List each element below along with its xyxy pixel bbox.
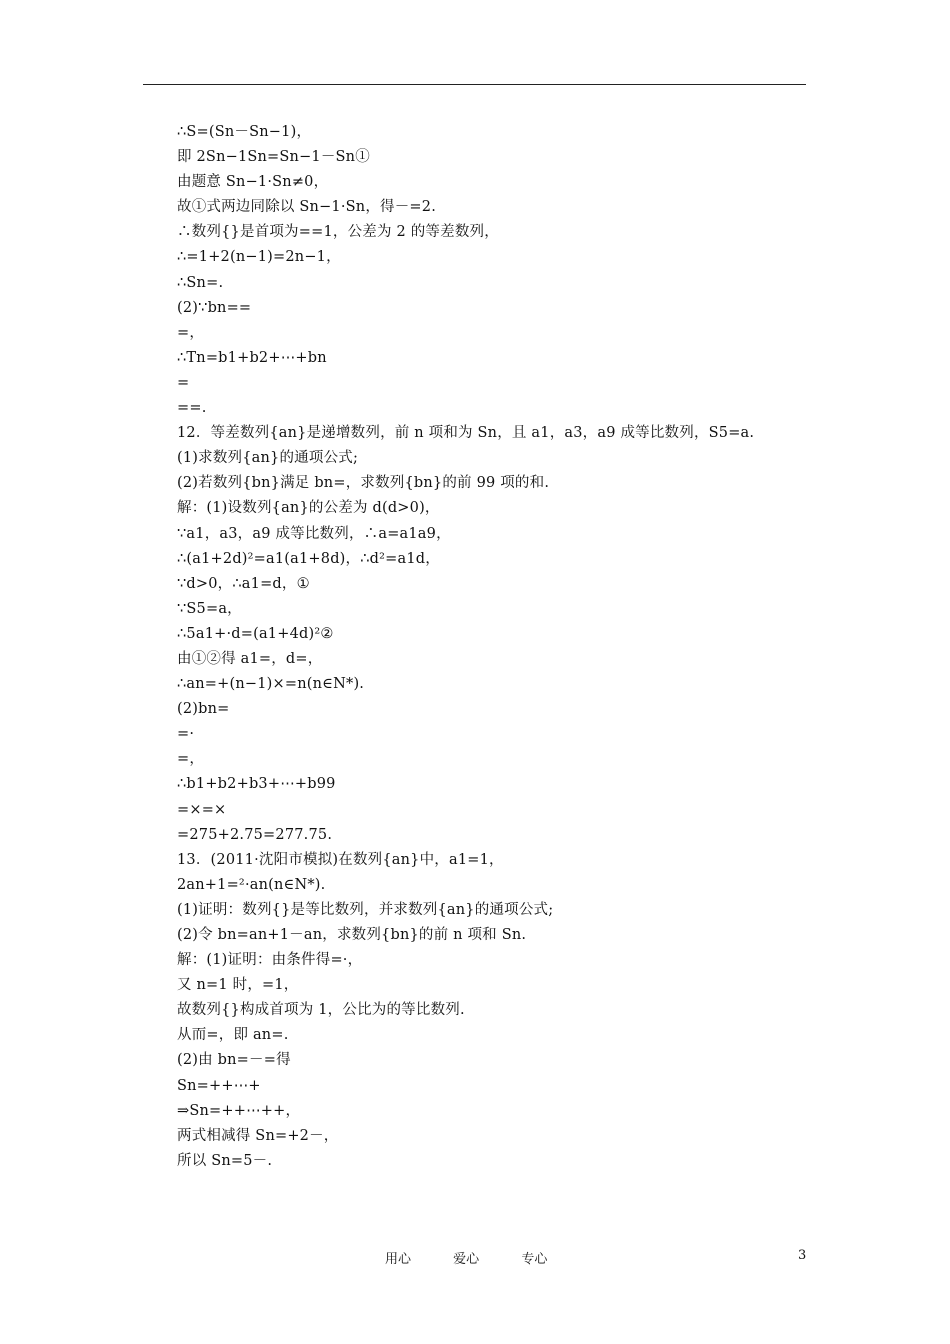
footer-motto-item: 用心: [385, 1252, 412, 1267]
footer-motto-item: 专心: [521, 1252, 548, 1267]
text-line: 故数列{}构成首项为 1，公比为的等比数列.: [177, 1002, 465, 1019]
text-line: (2)若数列{bn}满足 bn=，求数列{bn}的前 99 项的和.: [177, 475, 550, 492]
text-line: (2)由 bn=－=得: [177, 1052, 291, 1069]
header-rule: [143, 84, 806, 85]
text-line: =×=×: [177, 801, 227, 818]
text-line: 13．(2011·沈阳市模拟)在数列{an}中，a1=1，: [177, 851, 504, 868]
text-line: 两式相减得 Sn=+2－，: [177, 1127, 339, 1144]
text-line: ∴an=+(n−1)×=n(n∈N*).: [177, 676, 365, 693]
text-line: ∴Sn=.: [177, 274, 224, 291]
text-line: ∴(a1+2d)²=a1(a1+8d)，∴d²=a1d，: [177, 550, 440, 567]
text-line: =·: [177, 726, 195, 743]
text-line: 从而=，即 an=.: [177, 1027, 289, 1044]
text-line: =: [177, 374, 190, 391]
text-line: =，: [177, 751, 205, 768]
footer-motto-item: 爱心: [453, 1252, 480, 1267]
text-line: ⇒Sn=++⋯++，: [177, 1102, 301, 1119]
text-line: 由①②得 a1=，d=，: [177, 650, 323, 667]
page-footer: [0, 1248, 950, 1268]
text-line: ==.: [177, 400, 207, 417]
text-line: (1)求数列{an}的通项公式;: [177, 450, 359, 467]
text-line: (2)令 bn=an+1－an，求数列{bn}的前 n 项和 Sn.: [177, 927, 527, 943]
text-line: 故①式两边同除以 Sn−1·Sn，得－=2.: [177, 199, 437, 216]
page-number: 3: [798, 1248, 807, 1263]
text-line: ∴数列{}是首项为==1，公差为 2 的等差数列，: [177, 224, 499, 241]
text-line: ∴Tn=b1+b2+⋯+bn: [177, 349, 327, 366]
text-line: (2)bn=: [177, 701, 230, 718]
text-line: 12．等差数列{an}是递增数列，前 n 项和为 Sn，且 a1，a3，a9 成等比数列，S5=a.: [177, 425, 755, 442]
text-line: =，: [177, 324, 205, 341]
text-line: (1)证明：数列{}是等比数列，并求数列{an}的通项公式;: [177, 901, 554, 918]
text-line: ∵d>0，∴a1=d，①: [177, 575, 310, 592]
text-line: 所以 Sn=5－.: [177, 1152, 273, 1169]
text-line: =275+2.75=277.75.: [177, 826, 333, 843]
text-line: 2an+1=²·an(n∈N*).: [177, 876, 326, 893]
text-line: 由题意 Sn−1·Sn≠0，: [177, 174, 329, 191]
footer-motto: [385, 1248, 585, 1267]
text-line: ∴S=(Sn－Sn−1)，: [177, 124, 312, 140]
text-line: (2)∵bn==: [177, 299, 252, 316]
text-line: ∵S5=a，: [177, 600, 242, 617]
text-line: 即 2Sn−1Sn=Sn−1－Sn①: [177, 149, 370, 166]
text-line: ∴b1+b2+b3+⋯+b99: [177, 776, 336, 793]
text-line: Sn=++⋯+: [177, 1077, 261, 1094]
text-line: 又 n=1 时，=1，: [177, 977, 299, 994]
text-line: 解：(1)证明：由条件得=·，: [177, 952, 363, 969]
text-line: ∴=1+2(n−1)=2n−1，: [177, 249, 341, 266]
text-line: ∴5a1+·d=(a1+4d)²②: [177, 625, 334, 642]
document-body: [177, 120, 817, 1174]
text-line: ∵a1，a3，a9 成等比数列，∴a=a1a9，: [177, 525, 451, 542]
text-line: 解：(1)设数列{an}的公差为 d(d>0)，: [177, 500, 440, 517]
